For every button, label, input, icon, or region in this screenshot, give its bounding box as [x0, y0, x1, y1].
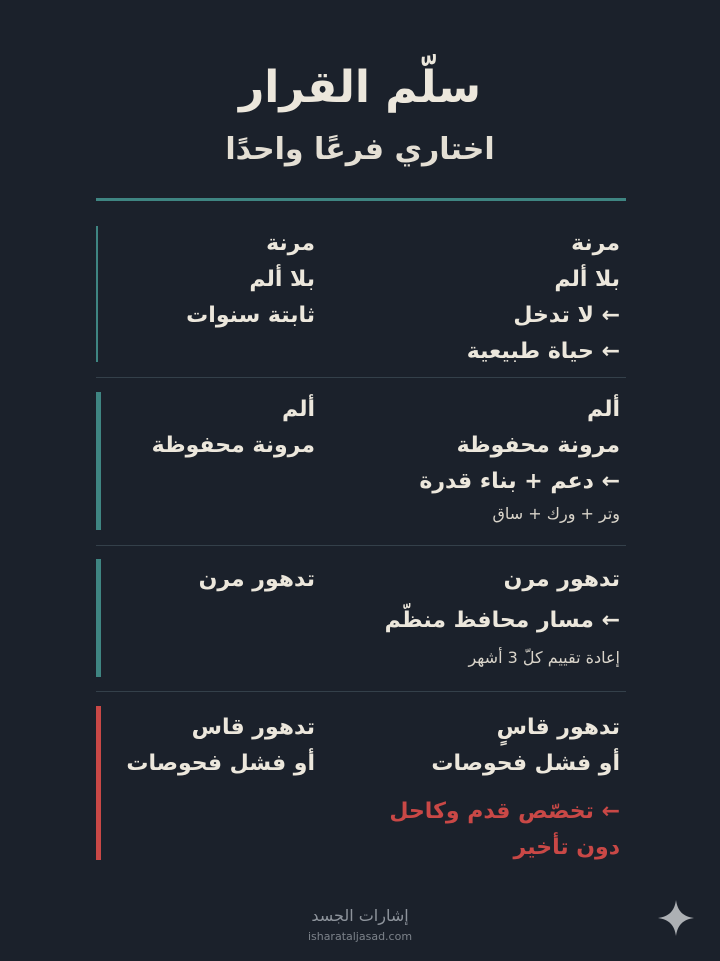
action-line: ← مسار محافظ منظّم	[320, 598, 620, 644]
page-title: سلّم القرار	[238, 62, 482, 113]
action-line: ← لا تدخل	[320, 298, 620, 334]
condition-line: مرنة	[571, 231, 620, 256]
footer-url: isharataljasad.com	[307, 930, 413, 943]
sparkle-icon	[656, 898, 696, 938]
condition-line: أو فشل فحوصات	[431, 751, 620, 776]
row-stable-left-column	[15, 226, 315, 334]
condition-line: مرونة محفوظة	[456, 433, 620, 458]
condition-line: مرنة	[266, 231, 315, 256]
row-divider	[96, 691, 626, 692]
row-pain-left-column	[15, 392, 315, 464]
condition-line: بلا ألم	[249, 267, 315, 292]
action-line: ← حياة طبيعية	[320, 334, 620, 370]
row-severe-decline-right-column	[320, 710, 620, 866]
note-line: إعادة تقييم كلّ 3 أشهر	[468, 648, 620, 667]
page-subtitle: اختاري فرعًا واحدًا	[225, 132, 495, 167]
header-rule	[96, 198, 626, 201]
action-line: ← دعم + بناء قدرة	[320, 464, 620, 500]
action-line-continued: دون تأخير	[513, 835, 620, 860]
row-flexible-decline-right-column	[320, 562, 620, 672]
condition-line: أو فشل فحوصات	[126, 751, 315, 776]
condition-line: تدهور مرن	[198, 567, 315, 592]
row-divider	[96, 545, 626, 546]
row-stable-right-column	[320, 226, 620, 370]
condition-line: بلا ألم	[554, 267, 620, 292]
note-line: وتر + ورك + ساق	[492, 504, 620, 523]
condition-line: ألم	[586, 397, 620, 422]
condition-line: تدهور قاس	[191, 715, 315, 740]
condition-line: مرونة محفوظة	[151, 433, 315, 458]
condition-line: ألم	[281, 397, 315, 422]
condition-line: تدهور مرن	[503, 567, 620, 592]
condition-line: ثابتة سنوات	[186, 303, 315, 328]
row-flexible-decline-left-column	[15, 562, 315, 598]
row-severe-decline-left-column	[15, 710, 315, 782]
action-line: ← تخصّص قدم وكاحل	[320, 794, 620, 830]
footer-brand: إشارات الجسد	[311, 906, 409, 925]
row-divider	[96, 377, 626, 378]
row-pain-right-column	[320, 392, 620, 528]
condition-line: تدهور قاسٍ	[496, 715, 620, 740]
